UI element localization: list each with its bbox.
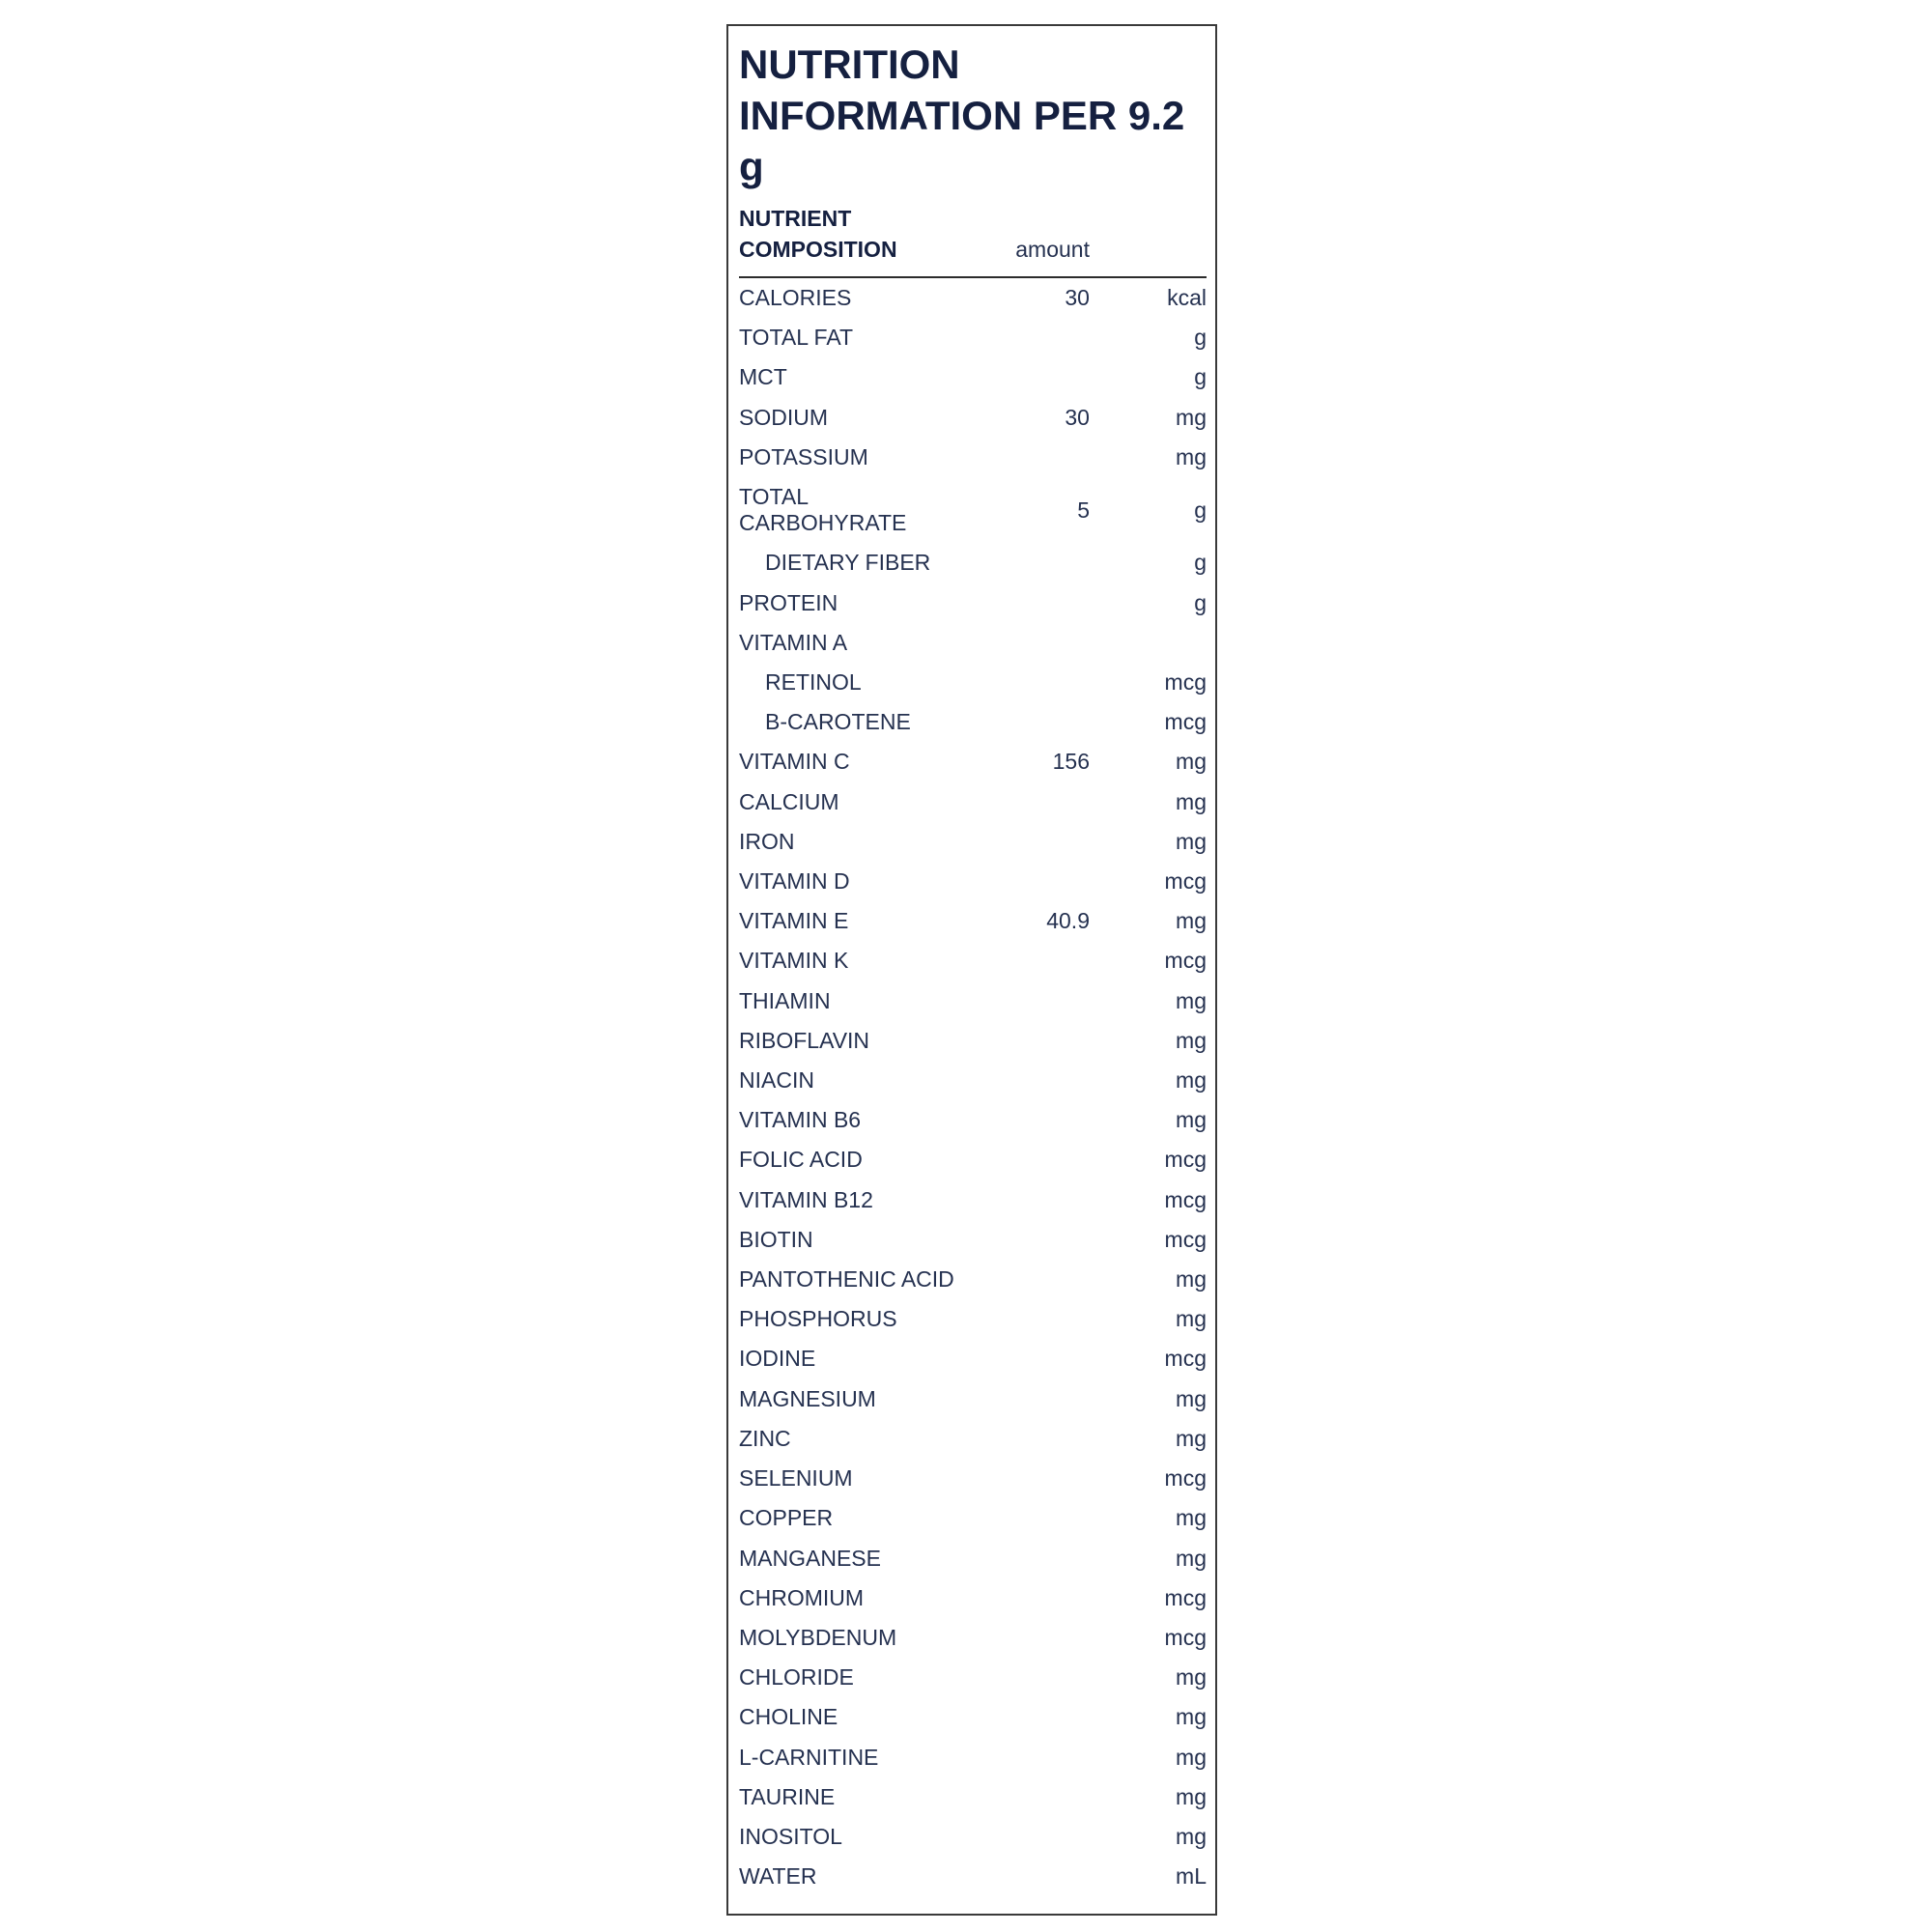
nutrient-amount: [963, 1539, 1090, 1578]
table-row: [739, 1021, 1207, 1061]
nutrient-amount: [963, 357, 1090, 397]
table-row: [739, 1857, 1207, 1896]
table-row: [739, 742, 1207, 781]
nutrient-amount: [963, 1379, 1090, 1419]
nutrient-amount: [963, 318, 1090, 357]
nutrient-amount: [963, 1299, 1090, 1339]
table-row: [739, 663, 1207, 702]
nutrient-name: VITAMIN B12: [739, 1186, 873, 1212]
table-row: [739, 1100, 1207, 1140]
nutrient-unit: mcg: [1164, 868, 1207, 895]
table-row: [739, 1738, 1207, 1777]
nutrient-name: INOSITOL: [739, 1823, 842, 1849]
nutrient-name: IODINE: [739, 1346, 816, 1372]
nutrient-name: PANTOTHENIC ACID: [739, 1266, 954, 1293]
nutrient-name: VITAMIN E: [739, 908, 849, 934]
nutrient-unit: [1090, 623, 1207, 663]
nutrient-name: COPPER: [739, 1505, 834, 1531]
nutrient-unit: mcg: [1164, 1584, 1207, 1610]
nutrient-amount: [963, 1857, 1090, 1896]
table-row: [739, 1220, 1207, 1260]
table-row: [739, 1260, 1207, 1299]
nutrient-unit: mg: [1176, 987, 1207, 1013]
nutrient-amount: [963, 623, 1090, 663]
table-row: [739, 981, 1207, 1021]
nutrient-name: IRON: [739, 828, 795, 854]
nutrient-name: TAURINE: [739, 1783, 836, 1809]
nutrient-name: TOTAL FAT: [739, 325, 853, 351]
nutrient-amount: [963, 1498, 1090, 1538]
nutrient-name: VITAMIN A: [739, 629, 848, 655]
nutrient-unit: mcg: [1164, 1186, 1207, 1212]
nutrient-name: RIBOFLAVIN: [739, 1027, 870, 1053]
nutrient-unit: mg: [1176, 1783, 1207, 1809]
nutrient-unit: mg: [1176, 1385, 1207, 1411]
nutrient-unit: g: [1194, 589, 1207, 615]
table-row: [739, 477, 1207, 543]
table-row: [739, 782, 1207, 822]
nutrient-name: ZINC: [739, 1425, 791, 1451]
nutrient-unit: mg: [1176, 1505, 1207, 1531]
table-row: [739, 543, 1207, 582]
table-row: [739, 1459, 1207, 1498]
nutrient-name: VITAMIN B6: [739, 1107, 862, 1133]
nutrient-unit: mcg: [1164, 709, 1207, 735]
nutrient-name: B-CAROTENE: [765, 709, 911, 735]
nutrient-unit: g: [1194, 497, 1207, 523]
table-row: [739, 1817, 1207, 1857]
nutrition-facts-panel: [726, 24, 1217, 1916]
table-row: [739, 1578, 1207, 1618]
table-row: [739, 1180, 1207, 1220]
nutrient-amount: [963, 1339, 1090, 1378]
nutrient-amount: 40.9: [1046, 908, 1090, 934]
column-header-unit: [1090, 203, 1207, 277]
nutrient-amount: [963, 1220, 1090, 1260]
table-row: [739, 1379, 1207, 1419]
nutrient-name: MANGANESE: [739, 1545, 881, 1571]
nutrient-name: MOLYBDENUM: [739, 1624, 897, 1650]
nutrient-amount: [963, 543, 1090, 582]
nutrient-unit: mg: [1176, 828, 1207, 854]
table-row: [739, 1777, 1207, 1817]
nutrient-amount: [963, 1260, 1090, 1299]
nutrient-amount: [963, 1061, 1090, 1100]
nutrient-unit: kcal: [1167, 285, 1207, 310]
nutrient-unit: mcg: [1164, 669, 1207, 696]
nutrient-unit: g: [1194, 325, 1207, 351]
nutrient-amount: 5: [1077, 497, 1090, 523]
table-row: [739, 941, 1207, 980]
table-row: [739, 862, 1207, 901]
nutrient-amount: [963, 1419, 1090, 1459]
nutrient-amount: [963, 941, 1090, 980]
nutrient-unit: mL: [1176, 1863, 1207, 1889]
table-row: [739, 438, 1207, 477]
nutrient-name: VITAMIN D: [739, 868, 850, 895]
nutrient-unit: g: [1194, 550, 1207, 576]
nutrient-name: CHOLINE: [739, 1704, 838, 1730]
nutrient-name: L-CARNITINE: [739, 1744, 879, 1770]
column-header-nutrient-composition: NUTRIENT COMPOSITION: [739, 203, 963, 277]
nutrient-unit: mcg: [1164, 1226, 1207, 1252]
nutrient-amount: [963, 1697, 1090, 1737]
nutrient-unit: mcg: [1164, 1624, 1207, 1650]
nutrient-unit: mg: [1176, 1306, 1207, 1332]
nutrient-amount: [963, 862, 1090, 901]
nutrient-unit: mcg: [1164, 948, 1207, 974]
nutrient-name: PROTEIN: [739, 589, 838, 615]
nutrient-unit: mg: [1176, 1545, 1207, 1571]
nutrient-name: TOTAL CARBOHYRATE: [739, 484, 907, 536]
nutrient-name: NIACIN: [739, 1067, 814, 1094]
nutrient-amount: [963, 1738, 1090, 1777]
nutrient-name: BIOTIN: [739, 1226, 813, 1252]
nutrient-unit: mg: [1176, 404, 1207, 430]
nutrient-unit: mg: [1176, 908, 1207, 934]
nutrient-unit: mg: [1176, 1823, 1207, 1849]
nutrient-amount: [963, 981, 1090, 1021]
nutrient-amount: [963, 583, 1090, 623]
table-row: [739, 822, 1207, 862]
table-row: [739, 1697, 1207, 1737]
nutrient-name: CALCIUM: [739, 788, 839, 814]
nutrient-unit: mg: [1176, 788, 1207, 814]
nutrient-name: WATER: [739, 1863, 817, 1889]
table-row: [739, 1140, 1207, 1179]
nutrient-amount: [963, 1618, 1090, 1658]
nutrient-name: PHOSPHORUS: [739, 1306, 897, 1332]
table-row: [739, 398, 1207, 438]
nutrient-amount: [963, 1021, 1090, 1061]
nutrient-unit: mcg: [1164, 1465, 1207, 1492]
table-row: [739, 1658, 1207, 1697]
table-row: [739, 277, 1207, 318]
table-row: [739, 1299, 1207, 1339]
nutrient-name: THIAMIN: [739, 987, 831, 1013]
table-row: [739, 1339, 1207, 1378]
table-body: [739, 277, 1207, 1896]
nutrient-amount: 30: [1065, 404, 1090, 430]
nutrient-amount: [963, 1658, 1090, 1697]
table-header-row: [739, 203, 1207, 277]
nutrient-unit: mg: [1176, 1027, 1207, 1053]
table-row: [739, 583, 1207, 623]
panel-title: NUTRITION INFORMATION PER 9.2 g: [739, 42, 1185, 189]
table-row: [739, 702, 1207, 742]
nutrient-amount: [963, 822, 1090, 862]
nutrient-name: POTASSIUM: [739, 443, 868, 469]
nutrient-name: MCT: [739, 364, 787, 390]
nutrient-name: CALORIES: [739, 285, 852, 310]
nutrient-amount: [963, 1777, 1090, 1817]
nutrient-amount: [963, 1459, 1090, 1498]
nutrient-unit: mg: [1176, 749, 1207, 775]
nutrient-unit: mg: [1176, 1067, 1207, 1094]
table-row: [739, 901, 1207, 941]
nutrient-unit: mg: [1176, 1704, 1207, 1730]
nutrient-amount: [963, 1578, 1090, 1618]
panel-content: [728, 26, 1215, 1910]
nutrient-unit: mg: [1176, 1664, 1207, 1690]
nutrient-unit: mg: [1176, 443, 1207, 469]
nutrient-amount: [963, 782, 1090, 822]
table-row: [739, 623, 1207, 663]
nutrient-name: MAGNESIUM: [739, 1385, 876, 1411]
table-row: [739, 1618, 1207, 1658]
nutrient-name: SODIUM: [739, 404, 828, 430]
table-row: [739, 1419, 1207, 1459]
nutrient-amount: [963, 702, 1090, 742]
nutrient-amount: [963, 1180, 1090, 1220]
column-header-amount: amount: [963, 203, 1090, 277]
nutrient-name: CHROMIUM: [739, 1584, 865, 1610]
nutrient-unit: mg: [1176, 1425, 1207, 1451]
table-row: [739, 318, 1207, 357]
nutrient-unit: mg: [1176, 1744, 1207, 1770]
nutrient-amount: [963, 663, 1090, 702]
nutrient-unit: mg: [1176, 1107, 1207, 1133]
table-row: [739, 1061, 1207, 1100]
nutrient-amount: 30: [1065, 285, 1090, 310]
nutrition-table: [739, 203, 1207, 1896]
table-row: [739, 1498, 1207, 1538]
nutrient-name: DIETARY FIBER: [765, 550, 931, 576]
nutrient-unit: mg: [1176, 1266, 1207, 1293]
nutrient-name: RETINOL: [765, 669, 862, 696]
nutrient-amount: [963, 1140, 1090, 1179]
nutrient-amount: [963, 438, 1090, 477]
nutrient-amount: [963, 1100, 1090, 1140]
nutrient-name: VITAMIN K: [739, 948, 849, 974]
nutrient-amount: [963, 1817, 1090, 1857]
table-row: [739, 357, 1207, 397]
nutrient-unit: g: [1194, 364, 1207, 390]
nutrient-unit: mcg: [1164, 1147, 1207, 1173]
table-row: [739, 1539, 1207, 1578]
nutrient-amount: 156: [1052, 749, 1090, 775]
nutrient-name: SELENIUM: [739, 1465, 853, 1492]
nutrient-name: CHLORIDE: [739, 1664, 854, 1690]
nutrient-name: VITAMIN C: [739, 749, 850, 775]
nutrient-name: FOLIC ACID: [739, 1147, 863, 1173]
nutrient-unit: mcg: [1164, 1346, 1207, 1372]
